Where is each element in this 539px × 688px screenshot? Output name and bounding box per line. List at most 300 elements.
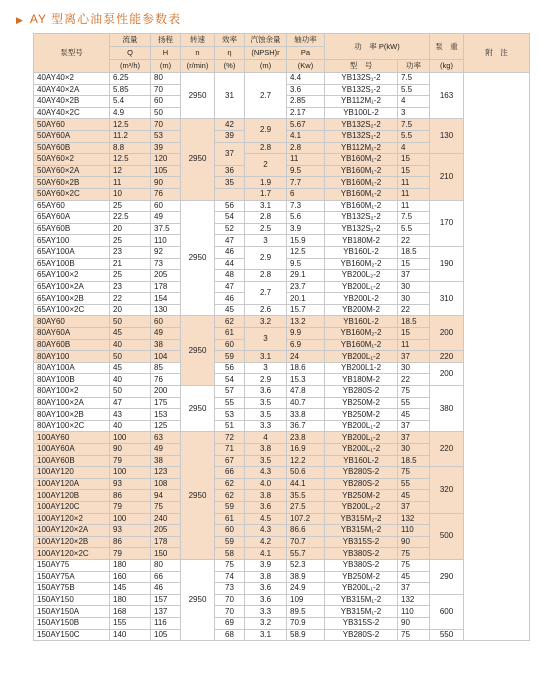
cell-efficiency: 51 bbox=[215, 420, 245, 432]
header-shaft-unit: (Kw) bbox=[287, 60, 325, 73]
cell-model: 100AY120B bbox=[34, 490, 110, 502]
cell-head: 205 bbox=[151, 525, 181, 537]
cell-motor-model: YB180M-2 bbox=[325, 235, 398, 247]
cell-shaft-power: 33.8 bbox=[287, 409, 325, 421]
cell-npsh: 3.9 bbox=[245, 559, 287, 571]
cell-flow: 40 bbox=[110, 420, 151, 432]
cell-flow: 11 bbox=[110, 177, 151, 189]
cell-shaft-power: 7.3 bbox=[287, 200, 325, 212]
cell-flow: 5.4 bbox=[110, 96, 151, 108]
cell-npsh: 4.1 bbox=[245, 548, 287, 560]
cell-motor-power: 7.5 bbox=[398, 73, 430, 85]
cell-shaft-power: 6 bbox=[287, 188, 325, 200]
cell-motor-power: 37 bbox=[398, 432, 430, 444]
cell-flow: 6.25 bbox=[110, 73, 151, 85]
cell-npsh: 4.2 bbox=[245, 536, 287, 548]
cell-model: 65AY100 bbox=[34, 235, 110, 247]
cell-motor-power: 132 bbox=[398, 513, 430, 525]
cell-head: 70 bbox=[151, 84, 181, 96]
cell-efficiency: 61 bbox=[215, 513, 245, 525]
cell-model: 65AY100×2 bbox=[34, 270, 110, 282]
cell-motor-power: 15 bbox=[398, 154, 430, 166]
cell-head: 240 bbox=[151, 513, 181, 525]
cell-flow: 25 bbox=[110, 270, 151, 282]
cell-model: 65AY100A bbox=[34, 246, 110, 258]
cell-motor-power: 22 bbox=[398, 235, 430, 247]
table-row bbox=[34, 154, 530, 166]
cell-weight: 380 bbox=[430, 386, 464, 432]
cell-head: 116 bbox=[151, 617, 181, 629]
cell-motor-model: YB200L₁-2 bbox=[325, 281, 398, 293]
cell-shaft-power: 24.9 bbox=[287, 583, 325, 595]
cell-motor-model: YB200L₁-2 bbox=[325, 351, 398, 363]
cell-motor-power: 30 bbox=[398, 362, 430, 374]
pump-parameter-table bbox=[33, 33, 530, 641]
header-speed-name: 转速 bbox=[181, 34, 215, 47]
cell-efficiency: 59 bbox=[215, 536, 245, 548]
cell-model: 50AY60×2A bbox=[34, 165, 110, 177]
cell-flow: 5.85 bbox=[110, 84, 151, 96]
cell-flow: 180 bbox=[110, 594, 151, 606]
cell-npsh: 2.8 bbox=[245, 142, 287, 154]
cell-flow: 100 bbox=[110, 513, 151, 525]
cell-motor-power: 15 bbox=[398, 328, 430, 340]
cell-shaft-power: 50.6 bbox=[287, 467, 325, 479]
cell-npsh: 3 bbox=[245, 328, 287, 351]
cell-head: 92 bbox=[151, 246, 181, 258]
cell-model: 65AY100×2A bbox=[34, 281, 110, 293]
cell-head: 49 bbox=[151, 328, 181, 340]
cell-motor-power: 11 bbox=[398, 188, 430, 200]
cell-motor-model: YB315M₂-2 bbox=[325, 513, 398, 525]
cell-model: 40AY40×2B bbox=[34, 96, 110, 108]
cell-flow: 12.5 bbox=[110, 119, 151, 131]
header-weight-name: 泵 重 bbox=[430, 34, 464, 60]
cell-head: 76 bbox=[151, 374, 181, 386]
cell-flow: 86 bbox=[110, 536, 151, 548]
cell-motor-power: 15 bbox=[398, 165, 430, 177]
cell-speed: 2950 bbox=[181, 73, 215, 119]
table-row bbox=[34, 594, 530, 606]
cell-npsh: 3.6 bbox=[245, 501, 287, 513]
cell-motor-model: YB160M₁-2 bbox=[325, 154, 398, 166]
cell-shaft-power: 47.8 bbox=[287, 386, 325, 398]
cell-weight: 130 bbox=[430, 119, 464, 154]
cell-motor-model: YB280S-2 bbox=[325, 467, 398, 479]
cell-efficiency: 56 bbox=[215, 362, 245, 374]
cell-motor-power: 5.5 bbox=[398, 84, 430, 96]
cell-head: 73 bbox=[151, 258, 181, 270]
cell-head: 60 bbox=[151, 316, 181, 328]
cell-motor-model: YB132S₂-2 bbox=[325, 212, 398, 224]
page-title bbox=[16, 10, 181, 26]
cell-motor-power: 30 bbox=[398, 281, 430, 293]
cell-motor-model: YB200L₁-2 bbox=[325, 432, 398, 444]
cell-head: 125 bbox=[151, 420, 181, 432]
cell-model: 40AY40×2A bbox=[34, 84, 110, 96]
header-flow-name: 流量 bbox=[110, 34, 151, 47]
cell-model: 80AY100×2B bbox=[34, 409, 110, 421]
cell-motor-power: 45 bbox=[398, 571, 430, 583]
cell-motor-model: YB100L-2 bbox=[325, 107, 398, 119]
cell-flow: 93 bbox=[110, 478, 151, 490]
cell-motor-model: YB315M₁-2 bbox=[325, 594, 398, 606]
cell-weight: 210 bbox=[430, 154, 464, 200]
cell-motor-power: 37 bbox=[398, 420, 430, 432]
cell-motor-power: 4 bbox=[398, 142, 430, 154]
cell-motor-model: YB250M-2 bbox=[325, 397, 398, 409]
cell-npsh: 3 bbox=[245, 235, 287, 247]
cell-motor-power: 37 bbox=[398, 351, 430, 363]
cell-motor-power: 37 bbox=[398, 583, 430, 595]
cell-remarks bbox=[464, 73, 530, 641]
cell-shaft-power: 55.7 bbox=[287, 548, 325, 560]
cell-npsh: 3.5 bbox=[245, 455, 287, 467]
cell-motor-power: 11 bbox=[398, 339, 430, 351]
header-remarks: 附 注 bbox=[464, 34, 530, 73]
cell-head: 105 bbox=[151, 629, 181, 641]
cell-shaft-power: 70.9 bbox=[287, 617, 325, 629]
cell-efficiency: 44 bbox=[215, 258, 245, 270]
table-body bbox=[34, 73, 530, 641]
cell-head: 38 bbox=[151, 339, 181, 351]
cell-head: 178 bbox=[151, 281, 181, 293]
cell-efficiency: 37 bbox=[215, 142, 245, 165]
header-speed-sym: n bbox=[181, 47, 215, 60]
cell-model: 150AY75B bbox=[34, 583, 110, 595]
cell-model: 150AY150C bbox=[34, 629, 110, 641]
cell-model: 80AY60A bbox=[34, 328, 110, 340]
cell-efficiency bbox=[215, 188, 245, 200]
cell-motor-power: 3 bbox=[398, 107, 430, 119]
cell-flow: 140 bbox=[110, 629, 151, 641]
header-flow-unit: (m³/h) bbox=[110, 60, 151, 73]
cell-flow: 93 bbox=[110, 525, 151, 537]
cell-flow: 43 bbox=[110, 409, 151, 421]
cell-flow: 40 bbox=[110, 374, 151, 386]
cell-npsh: 3.1 bbox=[245, 351, 287, 363]
cell-motor-power: 45 bbox=[398, 490, 430, 502]
cell-shaft-power: 9.9 bbox=[287, 328, 325, 340]
cell-shaft-power: 4.1 bbox=[287, 130, 325, 142]
cell-shaft-power: 2.8 bbox=[287, 142, 325, 154]
header-flow-sym: Q bbox=[110, 47, 151, 60]
cell-npsh: 4 bbox=[245, 432, 287, 444]
cell-npsh: 2.5 bbox=[245, 223, 287, 235]
cell-efficiency: 42 bbox=[215, 119, 245, 131]
cell-shaft-power: 13.2 bbox=[287, 316, 325, 328]
header-head-name: 扬程 bbox=[151, 34, 181, 47]
cell-weight: 550 bbox=[430, 629, 464, 641]
cell-efficiency: 69 bbox=[215, 617, 245, 629]
cell-model: 50AY60B bbox=[34, 142, 110, 154]
cell-efficiency: 58 bbox=[215, 548, 245, 560]
cell-head: 178 bbox=[151, 536, 181, 548]
cell-motor-model: YB250M-2 bbox=[325, 571, 398, 583]
cell-speed: 2950 bbox=[181, 200, 215, 316]
cell-motor-power: 90 bbox=[398, 536, 430, 548]
cell-motor-model: YB315M₁-2 bbox=[325, 525, 398, 537]
cell-flow: 22 bbox=[110, 293, 151, 305]
cell-speed: 2950 bbox=[181, 559, 215, 640]
cell-motor-power: 22 bbox=[398, 374, 430, 386]
header-eff-unit: (%) bbox=[215, 60, 245, 73]
cell-flow: 50 bbox=[110, 386, 151, 398]
cell-shaft-power: 89.5 bbox=[287, 606, 325, 618]
cell-motor-power: 4 bbox=[398, 96, 430, 108]
cell-motor-model: YB160L-2 bbox=[325, 316, 398, 328]
cell-npsh: 2.9 bbox=[245, 374, 287, 386]
cell-motor-model: YB160L-2 bbox=[325, 246, 398, 258]
cell-motor-model: YB112M₁-2 bbox=[325, 142, 398, 154]
cell-head: 200 bbox=[151, 386, 181, 398]
cell-npsh: 1.9 bbox=[245, 177, 287, 189]
cell-flow: 45 bbox=[110, 362, 151, 374]
cell-model: 50AY60×2B bbox=[34, 177, 110, 189]
header-shaft-sym: Pa bbox=[287, 47, 325, 60]
cell-flow: 90 bbox=[110, 444, 151, 456]
cell-npsh: 4.0 bbox=[245, 478, 287, 490]
cell-efficiency: 72 bbox=[215, 432, 245, 444]
cell-motor-power: 90 bbox=[398, 617, 430, 629]
cell-efficiency: 47 bbox=[215, 235, 245, 247]
cell-shaft-power: 12.5 bbox=[287, 246, 325, 258]
cell-head: 38 bbox=[151, 455, 181, 467]
cell-flow: 155 bbox=[110, 617, 151, 629]
cell-shaft-power: 40.7 bbox=[287, 397, 325, 409]
cell-motor-model: YB200L₁-2 bbox=[325, 444, 398, 456]
cell-efficiency: 46 bbox=[215, 293, 245, 305]
cell-shaft-power: 15.9 bbox=[287, 235, 325, 247]
cell-shaft-power: 16.9 bbox=[287, 444, 325, 456]
cell-motor-power: 30 bbox=[398, 293, 430, 305]
cell-speed: 2950 bbox=[181, 386, 215, 432]
cell-head: 137 bbox=[151, 606, 181, 618]
cell-weight: 190 bbox=[430, 246, 464, 281]
cell-model: 65AY60 bbox=[34, 200, 110, 212]
cell-npsh: 3.8 bbox=[245, 490, 287, 502]
cell-motor-model: YB160L-2 bbox=[325, 455, 398, 467]
cell-flow: 145 bbox=[110, 583, 151, 595]
cell-npsh: 3.1 bbox=[245, 200, 287, 212]
cell-shaft-power: 5.6 bbox=[287, 212, 325, 224]
cell-shaft-power: 3.9 bbox=[287, 223, 325, 235]
cell-npsh: 3 bbox=[245, 362, 287, 374]
cell-shaft-power: 11 bbox=[287, 154, 325, 166]
table-row bbox=[34, 629, 530, 641]
header-head-sym: H bbox=[151, 47, 181, 60]
cell-head: 90 bbox=[151, 177, 181, 189]
cell-shaft-power: 12.2 bbox=[287, 455, 325, 467]
cell-head: 37.5 bbox=[151, 223, 181, 235]
cell-efficiency: 71 bbox=[215, 444, 245, 456]
cell-speed: 2950 bbox=[181, 316, 215, 386]
cell-flow: 12.5 bbox=[110, 154, 151, 166]
cell-motor-model: YB200L₂-2 bbox=[325, 501, 398, 513]
cell-model: 65AY100×2C bbox=[34, 304, 110, 316]
cell-model: 80AY100×2C bbox=[34, 420, 110, 432]
cell-npsh: 2.7 bbox=[245, 281, 287, 304]
cell-model: 100AY120×2 bbox=[34, 513, 110, 525]
cell-npsh: 1.7 bbox=[245, 188, 287, 200]
cell-head: 85 bbox=[151, 362, 181, 374]
cell-efficiency: 61 bbox=[215, 328, 245, 340]
cell-motor-model: YB160M₁-2 bbox=[325, 200, 398, 212]
cell-npsh: 2.9 bbox=[245, 246, 287, 269]
cell-model: 100AY120C bbox=[34, 501, 110, 513]
cell-efficiency: 57 bbox=[215, 386, 245, 398]
cell-npsh: 4.3 bbox=[245, 467, 287, 479]
cell-npsh: 4.5 bbox=[245, 513, 287, 525]
cell-model: 40AY40×2 bbox=[34, 73, 110, 85]
cell-motor-model: YB200L₁-2 bbox=[325, 583, 398, 595]
cell-motor-power: 15 bbox=[398, 258, 430, 270]
cell-shaft-power: 107.2 bbox=[287, 513, 325, 525]
cell-head: 60 bbox=[151, 200, 181, 212]
cell-npsh: 4.3 bbox=[245, 525, 287, 537]
cell-motor-power: 7.5 bbox=[398, 212, 430, 224]
header-npsh-unit: (m) bbox=[245, 60, 287, 73]
cell-efficiency: 56 bbox=[215, 200, 245, 212]
cell-motor-power: 30 bbox=[398, 444, 430, 456]
cell-head: 66 bbox=[151, 571, 181, 583]
cell-flow: 50 bbox=[110, 316, 151, 328]
cell-model: 150AY150B bbox=[34, 617, 110, 629]
header-motor-power: 功率 bbox=[398, 60, 430, 73]
cell-shaft-power: 109 bbox=[287, 594, 325, 606]
cell-model: 150AY75A bbox=[34, 571, 110, 583]
cell-flow: 20 bbox=[110, 304, 151, 316]
cell-motor-model: YB132S₁-2 bbox=[325, 84, 398, 96]
cell-flow: 20 bbox=[110, 223, 151, 235]
cell-motor-model: YB200L₁-2 bbox=[325, 420, 398, 432]
cell-motor-model: YB315M₁-2 bbox=[325, 606, 398, 618]
cell-speed: 2950 bbox=[181, 432, 215, 560]
cell-motor-power: 75 bbox=[398, 467, 430, 479]
cell-head: 157 bbox=[151, 594, 181, 606]
cell-motor-power: 75 bbox=[398, 559, 430, 571]
cell-model: 80AY100B bbox=[34, 374, 110, 386]
cell-shaft-power: 35.5 bbox=[287, 490, 325, 502]
cell-motor-power: 45 bbox=[398, 409, 430, 421]
cell-speed: 2950 bbox=[181, 119, 215, 200]
cell-shaft-power: 86.6 bbox=[287, 525, 325, 537]
cell-model: 65AY100×2B bbox=[34, 293, 110, 305]
cell-flow: 86 bbox=[110, 490, 151, 502]
cell-shaft-power: 15.3 bbox=[287, 374, 325, 386]
cell-shaft-power: 27.5 bbox=[287, 501, 325, 513]
table-row bbox=[34, 200, 530, 212]
cell-efficiency: 47 bbox=[215, 281, 245, 293]
cell-shaft-power: 70.7 bbox=[287, 536, 325, 548]
cell-efficiency: 62 bbox=[215, 490, 245, 502]
cell-shaft-power: 15.7 bbox=[287, 304, 325, 316]
cell-efficiency: 52 bbox=[215, 223, 245, 235]
cell-npsh: 3.3 bbox=[245, 420, 287, 432]
cell-motor-power: 110 bbox=[398, 525, 430, 537]
cell-motor-model: YB280S-2 bbox=[325, 386, 398, 398]
cell-head: 76 bbox=[151, 188, 181, 200]
cell-motor-model: YB200M-2 bbox=[325, 304, 398, 316]
cell-weight: 310 bbox=[430, 281, 464, 316]
cell-efficiency: 60 bbox=[215, 525, 245, 537]
cell-weight: 163 bbox=[430, 73, 464, 119]
cell-flow: 25 bbox=[110, 200, 151, 212]
cell-motor-model: YB132S₁-2 bbox=[325, 223, 398, 235]
cell-npsh: 3.6 bbox=[245, 386, 287, 398]
cell-weight: 600 bbox=[430, 594, 464, 629]
cell-motor-model: YB380S-2 bbox=[325, 559, 398, 571]
cell-model: 80AY100×2 bbox=[34, 386, 110, 398]
cell-shaft-power: 18.6 bbox=[287, 362, 325, 374]
table-row bbox=[34, 281, 530, 293]
cell-efficiency: 45 bbox=[215, 304, 245, 316]
cell-efficiency: 46 bbox=[215, 246, 245, 258]
header-npsh-name: 汽蚀余量 bbox=[245, 34, 287, 47]
cell-npsh: 3.6 bbox=[245, 583, 287, 595]
cell-efficiency: 70 bbox=[215, 594, 245, 606]
cell-head: 39 bbox=[151, 142, 181, 154]
cell-flow: 23 bbox=[110, 246, 151, 258]
cell-shaft-power: 6.9 bbox=[287, 339, 325, 351]
cell-head: 120 bbox=[151, 154, 181, 166]
header-motor-model: 型 号 bbox=[325, 60, 398, 73]
cell-model: 100AY60B bbox=[34, 455, 110, 467]
cell-flow: 25 bbox=[110, 235, 151, 247]
cell-motor-model: YB200L-2 bbox=[325, 293, 398, 305]
cell-head: 80 bbox=[151, 73, 181, 85]
cell-head: 110 bbox=[151, 235, 181, 247]
cell-model: 80AY60 bbox=[34, 316, 110, 328]
cell-model: 100AY60 bbox=[34, 432, 110, 444]
table-row bbox=[34, 73, 530, 85]
cell-efficiency: 75 bbox=[215, 559, 245, 571]
cell-motor-power: 75 bbox=[398, 386, 430, 398]
cell-flow: 79 bbox=[110, 501, 151, 513]
cell-motor-model: YB250M-2 bbox=[325, 490, 398, 502]
cell-head: 53 bbox=[151, 130, 181, 142]
cell-efficiency: 68 bbox=[215, 629, 245, 641]
cell-shaft-power: 23.7 bbox=[287, 281, 325, 293]
cell-flow: 12 bbox=[110, 165, 151, 177]
triangle-right-icon: ▶ bbox=[16, 15, 24, 25]
header-eff-sym: η bbox=[215, 47, 245, 60]
cell-motor-power: 55 bbox=[398, 397, 430, 409]
cell-head: 46 bbox=[151, 583, 181, 595]
cell-npsh: 2.6 bbox=[245, 304, 287, 316]
cell-efficiency: 36 bbox=[215, 165, 245, 177]
cell-head: 50 bbox=[151, 107, 181, 119]
cell-shaft-power: 29.1 bbox=[287, 270, 325, 282]
cell-flow: 79 bbox=[110, 455, 151, 467]
cell-efficiency: 73 bbox=[215, 583, 245, 595]
cell-motor-power: 75 bbox=[398, 629, 430, 641]
cell-motor-power: 5.5 bbox=[398, 130, 430, 142]
cell-shaft-power: 7.7 bbox=[287, 177, 325, 189]
cell-npsh: 3.8 bbox=[245, 571, 287, 583]
cell-head: 123 bbox=[151, 467, 181, 479]
cell-motor-model: YB280S-2 bbox=[325, 478, 398, 490]
cell-motor-power: 18.5 bbox=[398, 246, 430, 258]
header-motor-group: 功 率 P(kW) bbox=[325, 34, 430, 60]
cell-motor-power: 132 bbox=[398, 594, 430, 606]
cell-flow: 100 bbox=[110, 432, 151, 444]
table-row bbox=[34, 119, 530, 131]
title-text: AY 型离心油泵性能参数表 bbox=[29, 12, 182, 26]
cell-npsh: 2 bbox=[245, 154, 287, 177]
header-shaft-name: 轴功率 bbox=[287, 34, 325, 47]
cell-shaft-power: 24 bbox=[287, 351, 325, 363]
